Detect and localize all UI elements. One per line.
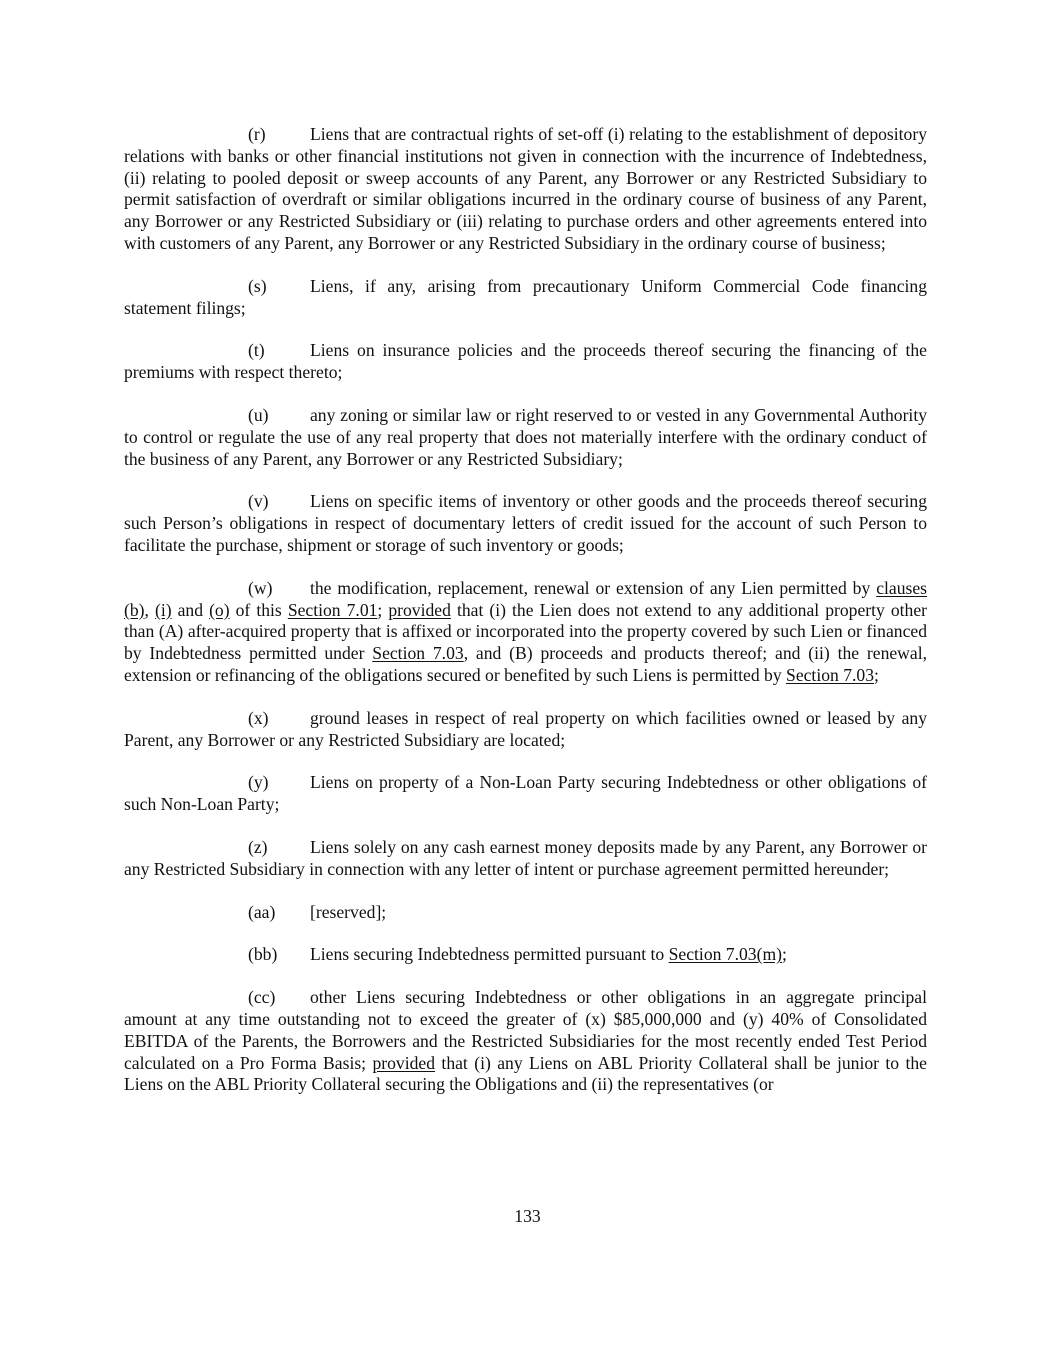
- clause-text: Liens that are contractual rights of set-off (i) relating to the establishment of depository relations with banks or other financial institutions not given in connection with the incurrence of Indebtedness, (ii) relating to pooled deposit or sweep accounts of any Parent, any Borrower or any Restricted Subsidiary to permit satisfaction of overdraft or similar obligations incurred in the ordinary course of business of any Parent, any Borrower or any Restricted Subsidiary or (iii) relating to purchase orders and other agreements entered into with customers of any Parent, any Borrower or any Restricted Subsidiary in the ordinary course of business;: [124, 124, 927, 253]
- clause-paragraph: [124, 578, 927, 687]
- clause-label: (x): [248, 707, 269, 728]
- clause-paragraph: [124, 987, 927, 1096]
- clause-text: [reserved];: [310, 901, 387, 922]
- cross-reference: Section 7.03: [372, 643, 464, 664]
- clause-label: (w): [248, 577, 273, 598]
- clause-label: (t): [248, 340, 265, 361]
- clause-paragraph: [124, 340, 927, 384]
- clause-text: Liens, if any, arising from precautionary Uniform Commercial Code financing statement filings;: [124, 275, 927, 318]
- clause-label: (y): [248, 772, 269, 793]
- clause-text: Liens securing Indebtedness permitted pursuant to: [310, 944, 669, 965]
- clause-text: any zoning or similar law or right reserved to or vested in any Governmental Authority to control or regulate the use of any real property that does not materially interfere with the ordinary conduct of the business of any Parent, any Borrower or any Restricted Subsidiary;: [124, 404, 927, 469]
- clause-text: and: [171, 599, 210, 620]
- clause-label: (z): [248, 836, 268, 857]
- clause-text: ;: [874, 664, 879, 685]
- clause-paragraph: [124, 944, 927, 966]
- clause-text: Liens on insurance policies and the proceeds thereof securing the financing of the premiums with respect thereto;: [124, 340, 927, 383]
- clause-paragraph: [124, 405, 927, 470]
- clause-paragraph: [124, 772, 927, 816]
- clause-label: (s): [248, 275, 267, 296]
- clause-text: the modification, replacement, renewal or extension of any Lien permitted by: [310, 577, 877, 598]
- clause-text: ;: [782, 944, 787, 965]
- clause-paragraph: [124, 708, 927, 752]
- cross-reference: Section 7.03(m): [668, 944, 783, 965]
- clause-label: (cc): [248, 987, 276, 1008]
- clause-paragraph: [124, 124, 927, 255]
- clause-label: (u): [248, 404, 269, 425]
- clause-label: (r): [248, 124, 266, 144]
- clause-text: Liens solely on any cash earnest money deposits made by any Parent, any Borrower or any Restricted Subsidiary in connection with any letter of intent or purchase agreement permitted hereunder;: [124, 836, 927, 879]
- clause-paragraph: [124, 491, 927, 556]
- clause-text: Liens on specific items of inventory or other goods and the proceeds thereof securing such Person’s obligations in respect of documentary letters of credit issued for the account of such Person to facilitate the purchase, shipment or storage of such inventory or goods;: [124, 491, 927, 555]
- clause-label: (bb): [248, 944, 278, 965]
- clause-text: of this: [229, 599, 288, 620]
- clause-paragraph: [124, 276, 927, 320]
- page-number: 133: [514, 1206, 541, 1226]
- clause-text: Liens on property of a Non-Loan Party securing Indebtedness or other obligations of such Non-Loan Party;: [124, 772, 927, 815]
- clause-text: that (i) the Lien does not extend to any additional property other than (A) after-acquired property that is affixed or incorporated into the property covered by such Lien or financed by Indebtedness permitted under: [124, 599, 927, 664]
- cross-reference: (o): [209, 599, 230, 620]
- cross-reference: Section 7.03: [786, 664, 874, 685]
- clause-label: (v): [248, 491, 269, 512]
- clause-text: that (i) any Liens on ABL Priority Collateral shall be junior to the Liens on the ABL Priority Collateral securing the Obligations and (ii) the representatives (or: [124, 1052, 927, 1095]
- clause-text: , and (B) proceeds and products thereof; and (ii) the renewal, extension or refinancing of the obligations secured or benefited by such Liens is permitted by: [124, 643, 927, 685]
- cross-reference: Section 7.01: [287, 599, 378, 620]
- clause-text: ;: [377, 599, 389, 620]
- clause-paragraph: [124, 837, 927, 881]
- clause-text: ground leases in respect of real property on which facilities owned or leased by any Parent, any Borrower or any Restricted Subsidiary are located;: [124, 707, 927, 750]
- cross-reference: provided: [388, 599, 451, 620]
- cross-reference: provided: [372, 1052, 436, 1073]
- cross-reference: (i): [154, 599, 172, 620]
- cross-reference: clauses (b): [124, 577, 927, 620]
- clause-text: ,: [144, 599, 155, 620]
- clause-text: other Liens securing Indebtedness or other obligations in an aggregate principal amount at any time outstanding not to exceed the greater of (x) $85,000,000 and (y) 40% of Consolidated EBITDA of the Parents, the Borrowers and the Restricted Subsidiaries for the most recently ended Test Period calculated on a Pro Forma Basis;: [124, 987, 927, 1073]
- clause-label: (aa): [248, 901, 276, 922]
- document-body: [124, 124, 927, 1096]
- clause-paragraph: [124, 902, 927, 924]
